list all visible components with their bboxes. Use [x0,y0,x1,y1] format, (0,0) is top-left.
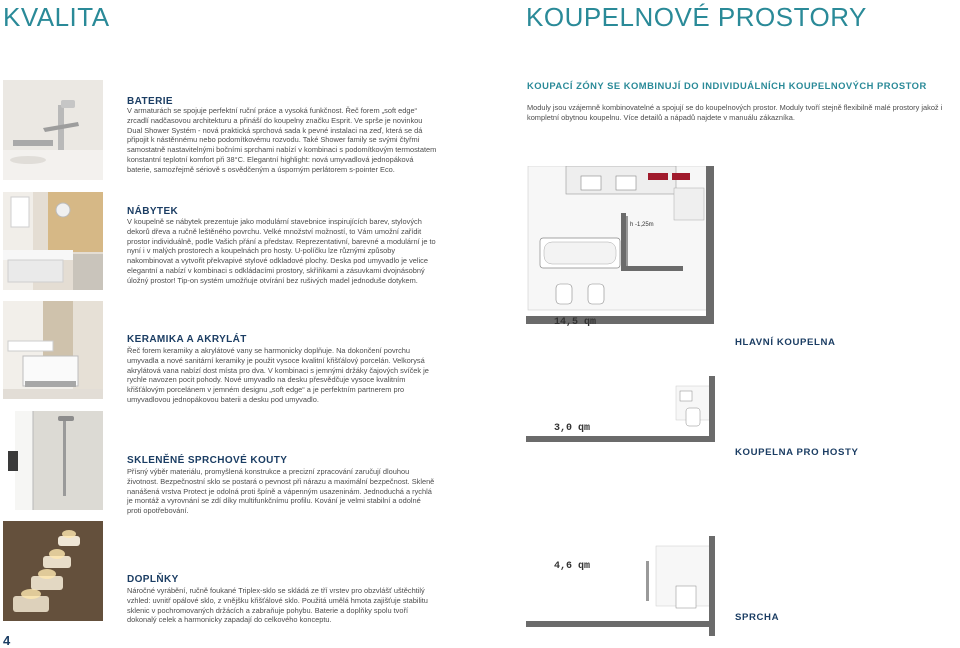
plan-area-main: 14,5 qm [554,317,597,328]
plan-guest-bathroom [526,376,715,442]
page-title-left: KVALITA [3,2,110,32]
photo-faucet [3,80,103,180]
plan-title-main: HLAVNÍ KOUPELNA [735,337,836,348]
section-text-keramika: Řeč forem keramiky a akrylátové vany se harmonicky doplňuje. Na dokončení povrchu umyvadla a nové sanitární keramiky je použit vysoce kvalitní křišťálový porcelán. Velkorysá akrylátová vana nabízí dost místa pro dva. V kombinaci s jemnými držáky čajových svíček je rychle navozen pocit pohody. Nové umyvadlo na desku přesvědčuje vysoce kvalitním křišťálovým porcelánem v jemném designu „soft edge“ a je perfektním partnerem pro umyvadlovou jednopákovou baterii a desku pod umyvadlo. [127,346,429,404]
section-heading-keramika: KERAMIKA A AKRYLÁT [127,334,247,345]
photo-accessories [3,521,103,621]
photo-shower [3,411,103,510]
page-number: 4 [3,633,11,648]
photo-furniture [3,192,103,290]
plan-title-shower: SPRCHA [735,612,780,623]
plan-title-guest: KOUPELNA PRO HOSTY [735,447,859,458]
section-heading-baterie: BATERIE [127,96,173,107]
plan-area-guest: 3,0 qm [554,423,591,434]
section-heading-nabytek: NÁBYTEK [127,206,179,217]
plan-level-label: h -1,25m [630,222,654,228]
section-text-sprchove-kouty: Přísný výběr materiálu, promyšlená konstrukce a precizní zpracování zaručují dlouhou životnost. Bezpečnostní sklo se postará o pevnost při nárazu a maximální bezpečnost. Sklenĕ nanášená vrstva Protect je odolná proti špíně a vápenným usazeninám. Jednoduchá a rychlá je montáž a vyrovnání se zdí díky multifunkčnímu profilu. Kování je velmi stabilní a odolné proti opotřebování. [127,467,435,516]
plan-main-bathroom [526,166,714,328]
plan-area-shower: 4,6 qm [554,561,591,572]
photo-ceramics [3,301,103,399]
right-heading: KOUPACÍ ZÓNY SE KOMBINUJÍ DO INDIVIDUÁLNÍCH KOUPELNOVÝCH PROSTOR [527,80,927,91]
floor-plans [526,166,724,644]
section-text-baterie: V armaturách se spojuje perfektní ruční práce a vysoká funkčnost. Řeč forem „soft edge“ zrcadlí nadčasovou architekturu a přináší do koupelny značku Esprit. Ve sprše je novinkou Dual Shower Systém - nová praktická sprchová sada k pevné instalaci na zeď, která se dá připojit k nástěnnému nebo podomítkovému rozvodu. Také Shower family se svými čtyřmi samostatně nastavitelnými bočními sprchami nabízí v kombinaci s podomítkovým termostatem konstantní teplotní komfort při 38°C. Elegantní highlight: nová umyvadlová jednopáková baterie, samozřejmě sériově s osvědčeným a úsporným perlátorem s-pointer Eco. [127,106,437,174]
plan-shower-room [526,536,715,636]
section-heading-sprchove-kouty: SKLENĚNÉ SPRCHOVÉ KOUTY [127,455,288,466]
page-title-right: KOUPELNOVÉ PROSTORY [526,2,867,32]
section-heading-doplnky: DOPLŇKY [127,574,179,585]
section-text-nabytek: V koupelně se nábytek prezentuje jako modulární stavebnice inspirujících barev, stylových dekorů dřeva a ručně leštěného povrchu. Velké množství možností, to Vám umožní zařídit prostor individuálně, podle Vašich přání a představ. Reprezentativní, barevné a modulární je to nyní i v malých prostorech a koupelnách pro hosty. U-políčku lze různými způsoby nakombinovat a vytvořit překvapivé stylové odkladové plochy. Deska pod umyvadlo je velice elegantní a nabízí v kombinaci s odkládacími prostory, skříňkami a zásuvkami dvojnásobný úložný prostor! Tip-on systém umožňuje otvírání bez rušivých madel jednoduše dotykem. [127,217,436,285]
section-text-doplnky: Náročné vyrábění, ručně foukané Triplex-sklo se skládá ze tří vrstev pro obzvlášť uštěchtilý vzhled: uvnitř opálové sklo, z vnějšku křišťálové sklo. Použitá umělá hmota zajišťuje stabilitu sklenic v pochromovaných držácích a zabraňuje pohybu. Baterie a doplňky spolu tvoří dokonalý celek a harmonicky zapadají do celkového konceptu. [127,586,428,625]
right-text: Moduly jsou vzájemně kombinovatelné a spojují se do koupelnových prostor. Moduly tvoří stejně flexibilně malé prostory jakož i kompletní obytnou koupelnu. Více detailů a nápadů najdete v manuálu zákazníka. [527,103,943,122]
